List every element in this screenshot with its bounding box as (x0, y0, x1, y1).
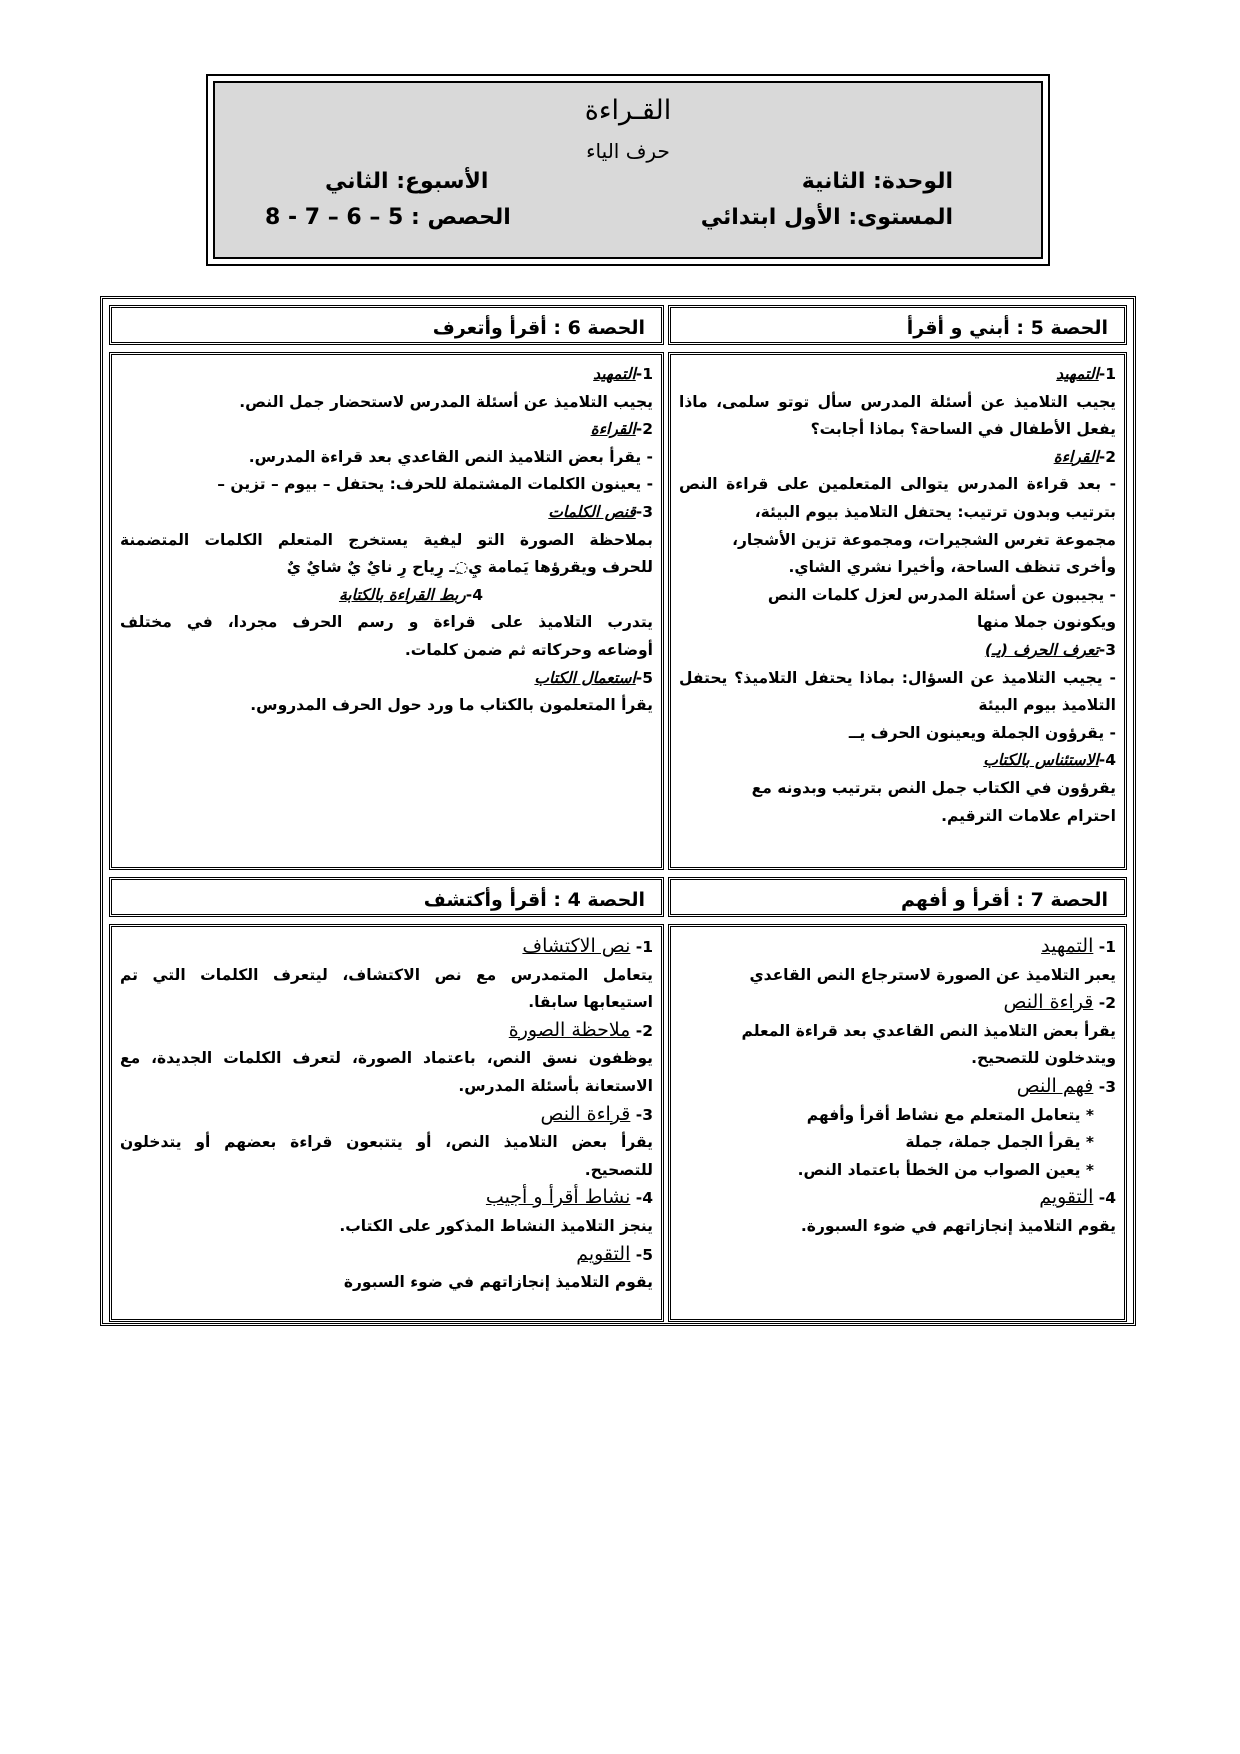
session6-heading: الحصة 6 : أقرأ وأتعرف (109, 305, 664, 345)
text-line: يقرأ بعض التلاميذ النص القاعدي بعد قراءة المعلم (741, 1021, 1116, 1040)
sessions-label: الحصص : 5 – 6 – 7 - 8 (265, 205, 511, 230)
session5-body (668, 352, 1127, 870)
section-heading: 2-القراءة (1053, 447, 1116, 466)
text-line: ويتدخلون للتصحيح. (971, 1049, 1116, 1068)
session7-body (668, 924, 1127, 1322)
text-line: يوظفون نسق النص، باعتماد الصورة، لتعرف الكلمات الجديدة، مع (120, 1049, 653, 1068)
text-line: يقرؤون في الكتاب جمل النص بترتيب وبدونه مع (751, 778, 1116, 797)
section-heading: 2-القراءة (590, 420, 653, 439)
text-line: يعبر التلاميذ عن الصورة لاسترجاع النص القاعدي (749, 965, 1116, 984)
session5-heading: الحصة 5 : أبني و أقرأ (668, 305, 1127, 345)
text-line: يقرأ المتعلمون بالكتاب ما ورد حول الحرف المدروس. (250, 696, 653, 715)
text-line: ينجز التلاميذ النشاط المذكور على الكتاب. (339, 1216, 653, 1235)
text-line: احترام علامات الترقيم. (941, 806, 1116, 825)
text-line: بترتيب وبدون ترتيب: يحتفل التلاميذ بيوم البيئة، (754, 502, 1116, 521)
text-line: للحرف ويقرؤها يَمامة يِ◌ِـ رِياح رِ نايٌ يٌ شايٌ يٌ (286, 558, 653, 577)
bullet-item: * يعين الصواب من الخطأ باعتماد النص. (797, 1160, 1094, 1179)
section-heading: 3- قراءة النص (540, 1102, 653, 1125)
text-line: يجيب التلاميذ عن أسئلة المدرس لاستحضار جمل النص. (239, 392, 653, 411)
text-line: - يقرؤون الجملة ويعينون الحرف يــ (848, 723, 1116, 742)
session6-body (109, 352, 664, 870)
text-line: يقوم التلاميذ إنجازاتهم في ضوء السبورة (343, 1273, 653, 1292)
section-heading: 3- فهم النص (1016, 1074, 1116, 1097)
text-line: أوضاعه وحركاته ثم ضمن كلمات. (404, 640, 653, 659)
header-box (206, 74, 1050, 266)
text-line: يقوم التلاميذ إنجازاتهم في ضوء السبورة. (800, 1216, 1116, 1235)
session7-heading: الحصة 7 : أقرأ و أفهم (668, 877, 1127, 917)
text-line: ويكونون جملا منها (976, 613, 1116, 632)
session4-heading: الحصة 4 : أقرأ وأكتشف (109, 877, 664, 917)
page-title: القـراءة (584, 95, 672, 126)
text-line: للتصحيح. (584, 1160, 653, 1179)
text-line: يفعل الأطفال في الساحة؟ بماذا أجابت؟ (810, 420, 1116, 439)
bullet-item: * يتعامل المتعلم مع نشاط أقرأ وأفهم (806, 1105, 1094, 1124)
text-line: وأخرى تنظف الساحة، وأخيرا نشري الشاي. (788, 558, 1116, 577)
section-heading: 1- نص الاكتشاف (522, 935, 653, 957)
text-line: مجموعة تغرس الشجيرات، ومجموعة تزين الأشجار، (732, 530, 1116, 549)
page-subtitle: حرف الياء (586, 139, 670, 163)
text-line: - يعينون الكلمات المشتملة للحرف: يحتفل – بيوم – تزين – (217, 475, 653, 494)
section-heading: 3-قنص الكلمات (548, 502, 653, 521)
text-line: بملاحظة الصورة التو ليفية يستخرج المتعلم الكلمات المتضمنة (120, 530, 653, 549)
text-line: - يجيب التلاميذ عن السؤال: بماذا يحتفل التلاميذ؟ يحتفل (679, 668, 1116, 687)
section-heading: 3-تعرف الحرف (يـ) (984, 640, 1116, 659)
section-heading: 5-استعمال الكتاب (534, 668, 653, 687)
section-heading: 5- التقويم (576, 1242, 653, 1265)
week-label: الأسبوع: الثاني (325, 169, 489, 194)
section-heading: 4- التقويم (1039, 1186, 1116, 1209)
text-line: - بعد قراءة المدرس يتوالى المتعلمين على قراءة النص (679, 475, 1116, 494)
section-heading: 4-الاستئناس بالكتاب (983, 751, 1116, 770)
session4-body (109, 924, 664, 1322)
bullet-item: * يقرأ الجمل جملة، جملة (905, 1133, 1094, 1152)
section-heading: 1-التمهيد (1056, 365, 1116, 383)
text-line: يقرأ بعض التلاميذ النص، أو يتتبعون قراءة بعضهم أو يتدخلون (120, 1133, 653, 1152)
header-panel (213, 81, 1043, 259)
text-line: يجيب التلاميذ عن أسئلة المدرس سأل توتو سلمى، ماذا (679, 392, 1116, 411)
text-line: يتعامل المتمدرس مع نص الاكتشاف، ليتعرف الكلمات التي تم (120, 965, 653, 984)
text-line: - يجيبون عن أسئلة المدرس لعزل كلمات النص (767, 585, 1116, 604)
section-heading: 2- ملاحظة الصورة (508, 1018, 653, 1041)
unit-label: الوحدة: الثانية (801, 169, 953, 194)
text-line: التلاميذ بيوم البيئة (978, 696, 1116, 715)
section-heading: 1- التمهيد (1041, 935, 1116, 957)
text-line: يتدرب التلاميذ على قراءة و رسم الحرف مجردا، في مختلف (120, 613, 653, 632)
section-heading: 4- نشاط أقرأ و أجيب (485, 1186, 653, 1209)
section-heading: 1-التمهيد (593, 365, 653, 383)
section-heading: 2- قراءة النص (1003, 991, 1116, 1014)
section-heading: 4-ربط القراءة بالكتابة (338, 585, 483, 604)
level-label: المستوى: الأول ابتدائي (700, 205, 953, 230)
lessons-table (100, 296, 1136, 1326)
text-line: الاستعانة بأسئلة المدرس. (458, 1076, 653, 1095)
text-line: - يقرأ بعض التلاميذ النص القاعدي بعد قراءة المدرس. (248, 447, 653, 466)
text-line: استيعابها سابقا. (528, 993, 653, 1012)
